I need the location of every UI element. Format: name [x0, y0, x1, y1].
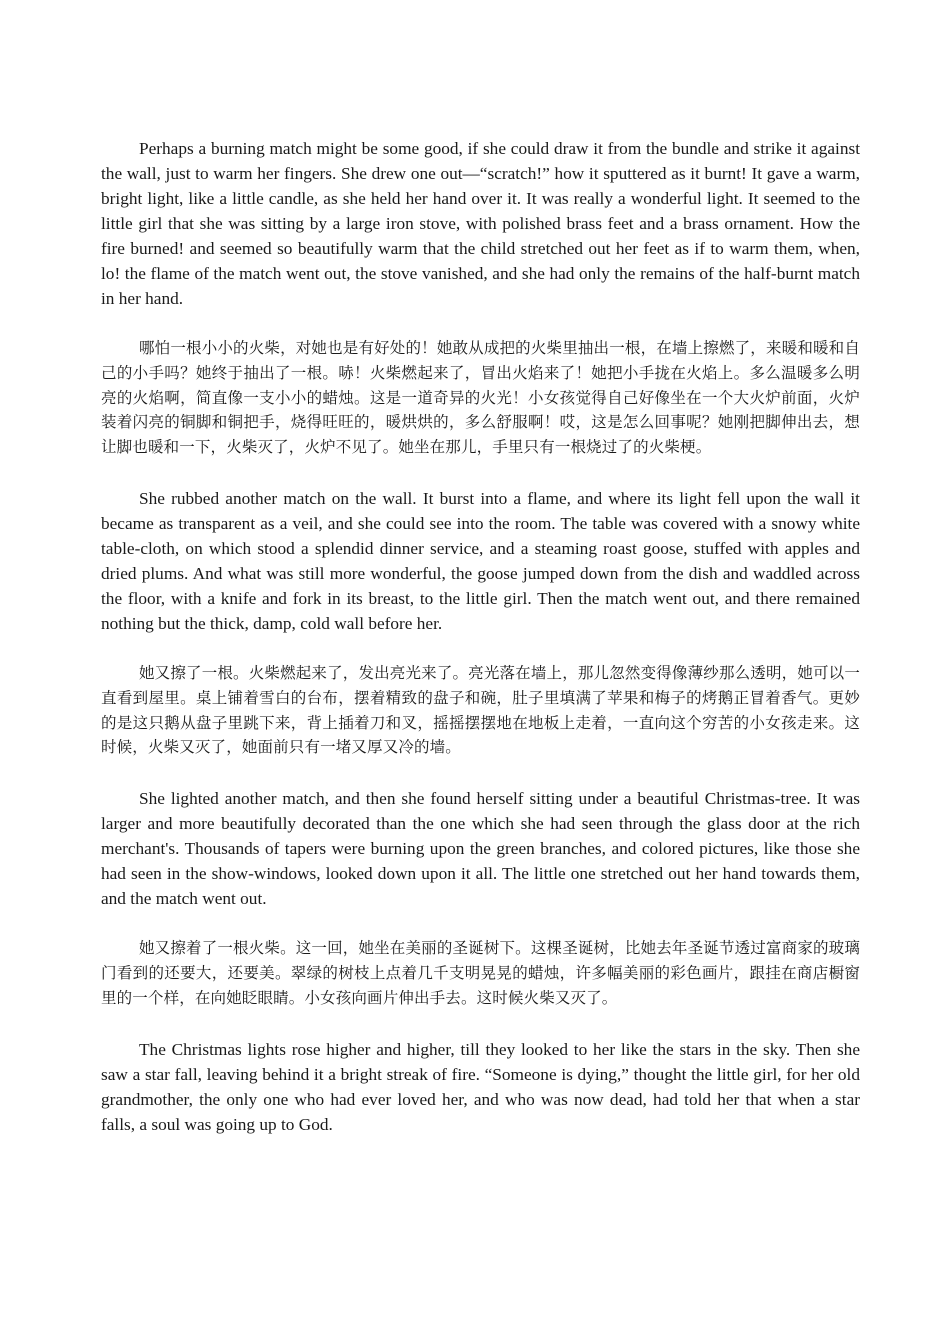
paragraph-chinese-2: 她又擦了一根。火柴燃起来了，发出亮光来了。亮光落在墙上，那儿忽然变得像薄纱那么透明，她可以一直看到屋里。桌上铺着雪白的台布，摆着精致的盘子和碗，肚子里填满了苹果和梅子的烤鹅正冒着香气。更妙的是这只鹅从盘子里跳下来，背上插着刀和叉，摇摇摆摆地在地板上走着，一直向这个穷苦的小女孩走来。这时候，火柴又灭了，她面前只有一堵又厚又冷的墙。 [101, 663, 860, 757]
document-body [101, 136, 860, 1162]
paragraph-english-1: Perhaps a burning match might be some good, if she could draw it from the bundle and strike it against the wall, just to warm her fingers. She drew one out—“scratch!” how it sputtered as it burnt! It gave a warm, bright light, like a little candle, as she held her hand over it. It was really a wonderful light. It seemed to the little girl that she was sitting by a large iron stove, with polished brass feet and a brass ornament. How the fire burned! and seemed so beautifully warm that the child stretched out her feet as if to warm them, when, lo! the flame of the match went out, the stove vanished, and she had only the remains of the half-burnt match in her hand. [101, 139, 860, 308]
paragraph-english-3: She lighted another match, and then she found herself sitting under a beautiful Christmas-tree. It was larger and more beautifully decorated than the one which she had seen through the glass door at the rich merchant's. Thousands of tapers were burning upon the green branches, and colored pictures, like those she had seen in the show-windows, looked down upon it all. The little one stretched out her hand towards them, and the match went out. [101, 789, 860, 909]
paragraph-english-2: She rubbed another match on the wall. It burst into a flame, and where its light fell upon the wall it became as transparent as a veil, and she could see into the room. The table was covered with a snowy white table-cloth, on which stood a splendid dinner service, and a steaming roast goose, stuffed with apples and dried plums. And what was still more wonderful, the goose jumped down from the dish and waddled across the floor, with a knife and fork in its breast, to the little girl. Then the match went out, and there remained nothing but the thick, damp, cold wall before her. [101, 488, 860, 633]
paragraph-chinese-1: 哪怕一根小小的火柴，对她也是有好处的！她敢从成把的火柴里抽出一根，在墙上擦燃了，来暖和暖和自己的小手吗？她终于抽出了一根。哧！火柴燃起来了，冒出火焰来了！她把小手拢在火焰上。多么温暖多么明亮的火焰啊，简直像一支小小的蜡烛。这是一道奇异的火光！小女孩觉得自己好像坐在一个大火炉前面，火炉装着闪亮的铜脚和铜把手，烧得旺旺的，暖烘烘的，多么舒服啊！哎，这是怎么回事呢？她刚把脚伸出去，想让脚也暖和一下，火柴灭了，火炉不见了。她坐在那儿，手里只有一根烧过了的火柴梗。 [101, 339, 860, 457]
paragraph-english-4: The Christmas lights rose higher and higher, till they looked to her like the stars in the sky. Then she saw a star fall, leaving behind it a bright streak of fire. “Someone is dying,” thought the little girl, for her old grandmother, the only one who had ever loved her, and who was now dead, had told her that when a star falls, a soul was going up to God. [101, 1039, 860, 1134]
paragraph-chinese-3: 她又擦着了一根火柴。这一回，她坐在美丽的圣诞树下。这棵圣诞树，比她去年圣诞节透过富商家的玻璃门看到的还要大，还要美。翠绿的树枝上点着几千支明晃晃的蜡烛，许多幅美丽的彩色画片，跟挂在商店橱窗里的一个样，在向她眨眼睛。小女孩向画片伸出手去。这时候火柴又灭了。 [101, 939, 860, 1007]
